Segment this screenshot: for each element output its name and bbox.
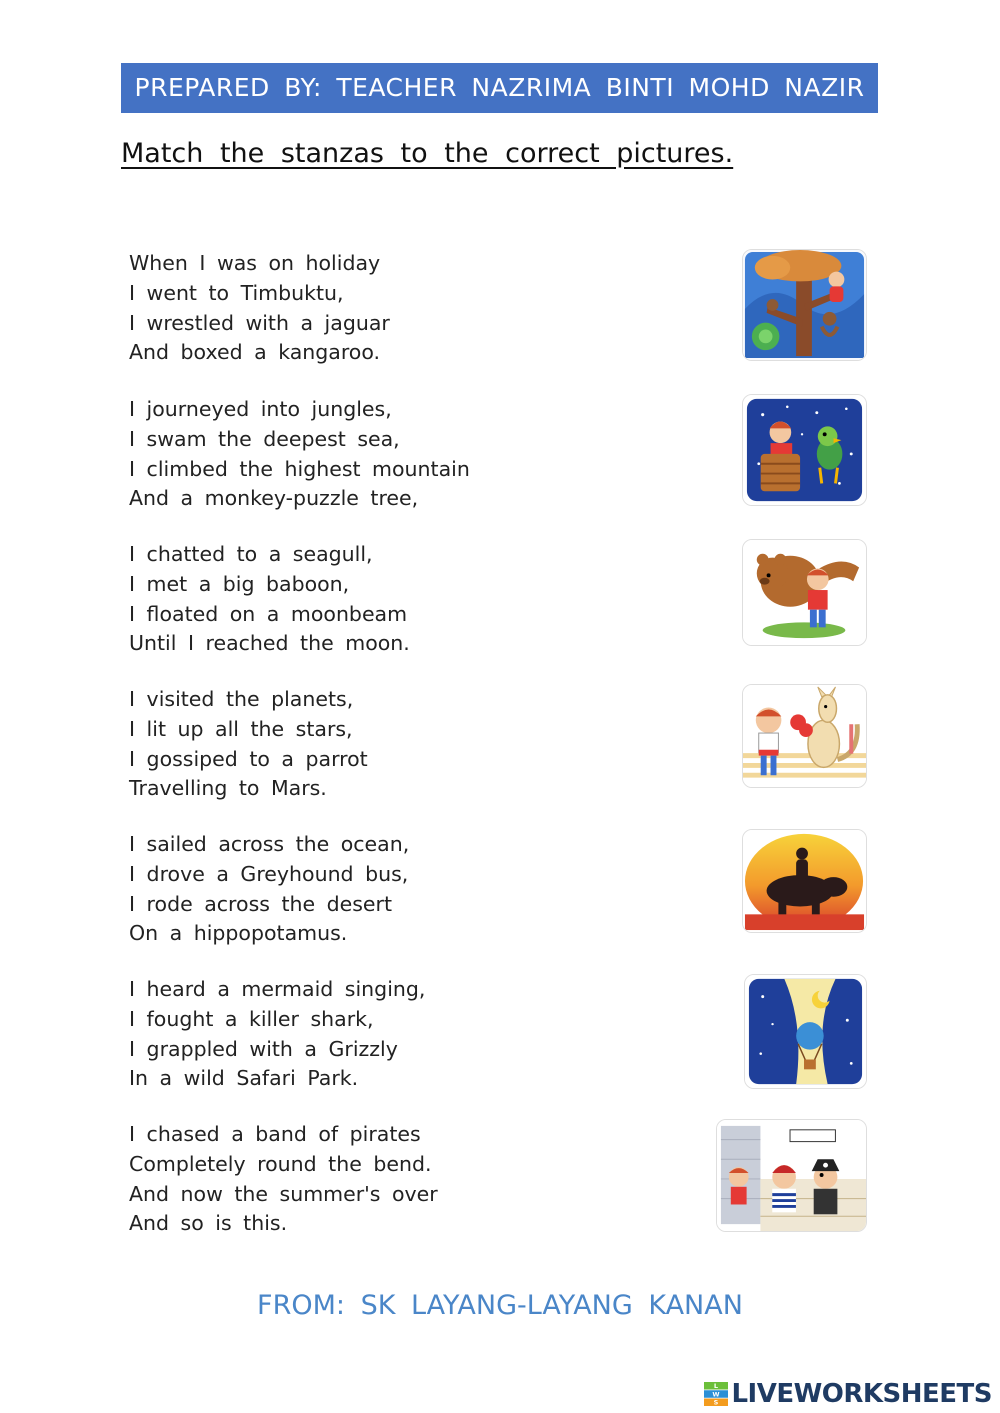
stanza-line: I chased a band of pirates <box>129 1122 421 1146</box>
picture-pirates[interactable] <box>716 1119 867 1232</box>
stanza-line: And a monkey-puzzle tree, <box>129 486 419 511</box>
stanza-line: On a hippopotamus. <box>129 921 348 946</box>
stanza-line: I chatted to a seagull, <box>129 542 373 566</box>
school-footer: FROM: SK LAYANG-LAYANG KANAN <box>257 1290 743 1321</box>
grizzly-bear-illustration <box>743 540 866 645</box>
stanza-line: And so is this. <box>129 1211 288 1236</box>
basket-parrot-illustration <box>743 395 866 505</box>
stanza-line: I gossiped to a parrot <box>129 746 368 771</box>
picture-balloon-moon[interactable] <box>744 974 867 1089</box>
stanza-line: I heard a mermaid singing, <box>129 977 426 1001</box>
stanza-line: I swam the deepest sea, <box>129 426 400 451</box>
stanza-line: I floated on a moonbeam <box>129 601 408 626</box>
stanza-line: In a wild Safari Park. <box>129 1066 359 1091</box>
stanza-line: I visited the planets, <box>129 687 354 711</box>
kangaroo-boxing-illustration <box>743 685 866 787</box>
stanza-line: I met a big baboon, <box>129 571 350 596</box>
picture-hippo-sunset[interactable] <box>742 829 867 933</box>
picture-monkeys-tree[interactable] <box>742 249 867 361</box>
stanza-line: I rode across the desert <box>129 891 392 916</box>
stanza-line: And boxed a kangaroo. <box>129 340 381 365</box>
hippo-sunset-illustration <box>743 830 866 932</box>
picture-kangaroo-boxing[interactable] <box>742 684 867 788</box>
stanza-6[interactable] <box>129 975 689 1094</box>
stanza-line: I lit up all the stars, <box>129 716 353 741</box>
liveworksheets-logo-icon <box>704 1382 728 1406</box>
stanza-1[interactable] <box>129 249 689 368</box>
stanza-7[interactable] <box>129 1120 689 1239</box>
stanza-line: And now the summer's over <box>129 1181 438 1206</box>
stanza-4[interactable] <box>129 685 689 804</box>
prepared-by-banner: PREPARED BY: TEACHER NAZRIMA BINTI MOHD NAZIR <box>121 63 878 113</box>
stanza-5[interactable] <box>129 830 689 949</box>
stanza-2[interactable] <box>129 395 689 514</box>
monkeys-tree-illustration <box>743 250 866 360</box>
stanza-line: I drove a Greyhound bus, <box>129 861 409 886</box>
stanza-line: When I was on holiday <box>129 251 381 275</box>
stanza-line: I journeyed into jungles, <box>129 397 392 421</box>
picture-grizzly-bear[interactable] <box>742 539 867 646</box>
stanza-line: I sailed across the ocean, <box>129 832 410 856</box>
stanza-line: Until I reached the moon. <box>129 631 410 656</box>
picture-basket-parrot[interactable] <box>742 394 867 506</box>
stanza-line: I fought a killer shark, <box>129 1006 374 1031</box>
stanza-3[interactable] <box>129 540 689 659</box>
liveworksheets-wordmark: LIVEWORKSHEETS <box>731 1379 992 1409</box>
logo-letter-w: W <box>712 1390 721 1399</box>
logo-letter-s: S <box>714 1398 719 1406</box>
logo-letter-l: L <box>714 1382 719 1391</box>
pirates-illustration <box>717 1120 866 1231</box>
stanza-line: I wrestled with a jaguar <box>129 310 390 335</box>
stanza-line: I went to Timbuktu, <box>129 280 344 305</box>
stanza-line: I grappled with a Grizzly <box>129 1036 398 1061</box>
stanza-line: Completely round the bend. <box>129 1151 432 1176</box>
balloon-moon-illustration <box>745 975 866 1088</box>
liveworksheets-brand[interactable] <box>704 1376 992 1412</box>
stanza-line: Travelling to Mars. <box>129 776 327 801</box>
instruction-heading: Match the stanzas to the correct pictures. <box>121 138 734 169</box>
stanza-line: I climbed the highest mountain <box>129 456 470 481</box>
